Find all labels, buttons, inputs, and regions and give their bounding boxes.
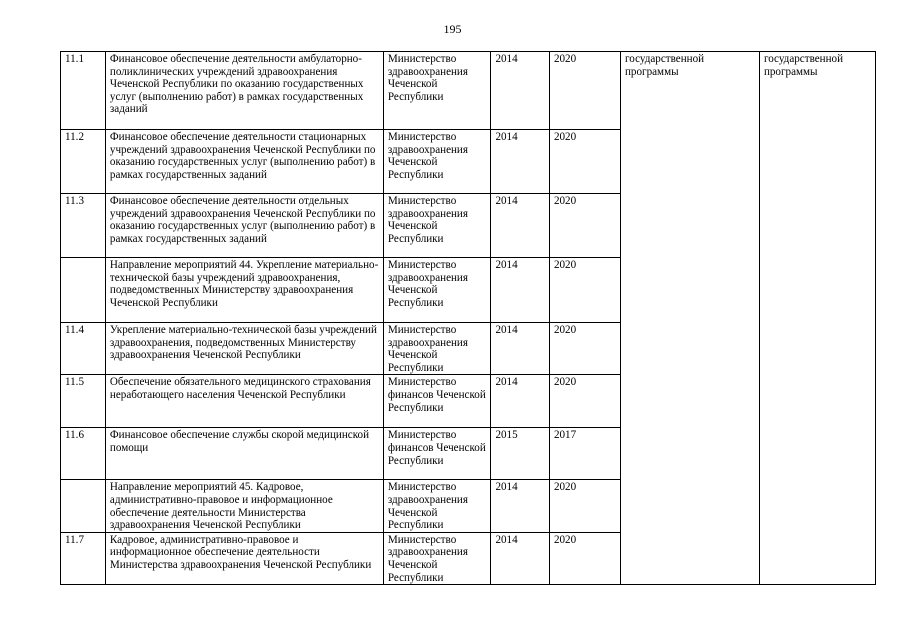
responsible-executor: Министерство здравоохранения Чеченской Республики: [383, 480, 491, 532]
activity-name: Направление мероприятий 44. Укрепление материально-технической базы учреждений здравоохранения, подведомственных Министерству здравоохранения Чеченской Республики: [105, 258, 383, 323]
row-number: [61, 258, 106, 323]
row-number: 11.3: [61, 194, 106, 258]
responsible-executor: Министерство здравоохранения Чеченской Республики: [383, 323, 491, 375]
responsible-executor: Министерство здравоохранения Чеченской Республики: [383, 258, 491, 323]
start-year: 2015: [491, 428, 550, 480]
start-year: 2014: [491, 194, 550, 258]
end-year: 2020: [549, 480, 620, 532]
table-row: [61, 52, 876, 130]
row-number: 11.5: [61, 375, 106, 428]
start-year: 2014: [491, 130, 550, 194]
end-year: 2020: [549, 323, 620, 375]
program-activities-table: [60, 51, 876, 585]
end-year: 2017: [549, 428, 620, 480]
row-number: 11.7: [61, 532, 106, 584]
row-number: 11.1: [61, 52, 106, 130]
activity-name: Финансовое обеспечение службы скорой медицинской помощи: [105, 428, 383, 480]
responsible-executor: Министерство финансов Чеченской Республики: [383, 428, 491, 480]
activity-name: Укрепление материально-технической базы учреждений здравоохранения, подведомственных Министерству здравоохранения Чеченской Республики: [105, 323, 383, 375]
responsible-executor: Министерство здравоохранения Чеченской Республики: [383, 194, 491, 258]
responsible-executor: Министерство здравоохранения Чеченской Республики: [383, 52, 491, 130]
start-year: 2014: [491, 532, 550, 584]
end-year: 2020: [549, 194, 620, 258]
end-year: 2020: [549, 375, 620, 428]
end-year: 2020: [549, 258, 620, 323]
start-year: 2014: [491, 375, 550, 428]
end-year: 2020: [549, 532, 620, 584]
merged-cell-col6: государственной программы: [621, 52, 760, 585]
row-number: 11.2: [61, 130, 106, 194]
start-year: 2014: [491, 258, 550, 323]
activity-name: Финансовое обеспечение деятельности стационарных учреждений здравоохранения Чеченской Республики по оказанию государственных услуг (выполнению работ) в рамках государственных заданий: [105, 130, 383, 194]
responsible-executor: Министерство финансов Чеченской Республики: [383, 375, 491, 428]
responsible-executor: Министерство здравоохранения Чеченской Республики: [383, 532, 491, 584]
page-number: 195: [443, 22, 462, 36]
start-year: 2014: [491, 323, 550, 375]
activity-name: Финансовое обеспечение деятельности отдельных учреждений здравоохранения Чеченской Республики по оказанию государственных услуг (выполнению работ) в рамках государственных заданий: [105, 194, 383, 258]
start-year: 2014: [491, 52, 550, 130]
row-number: [61, 480, 106, 532]
activity-name: Направление мероприятий 45. Кадровое, административно-правовое и информационное обеспечение деятельности Министерства здравоохранения Чеченской Республики: [105, 480, 383, 532]
row-number: 11.6: [61, 428, 106, 480]
activity-name: Финансовое обеспечение деятельности амбулаторно-поликлинических учреждений здравоохранения Чеченской Республики по оказанию государственных услуг (выполнению работ) в рамках государственных заданий: [105, 52, 383, 130]
activity-name: Обеспечение обязательного медицинского страхования неработающего населения Чеченской Республики: [105, 375, 383, 428]
activity-name: Кадровое, административно-правовое и информационное обеспечение деятельности Министерства здравоохранения Чеченской Республики: [105, 532, 383, 584]
merged-cell-col7: государственной программы: [759, 52, 875, 585]
end-year: 2020: [549, 52, 620, 130]
end-year: 2020: [549, 130, 620, 194]
row-number: 11.4: [61, 323, 106, 375]
start-year: 2014: [491, 480, 550, 532]
responsible-executor: Министерство здравоохранения Чеченской Республики: [383, 130, 491, 194]
